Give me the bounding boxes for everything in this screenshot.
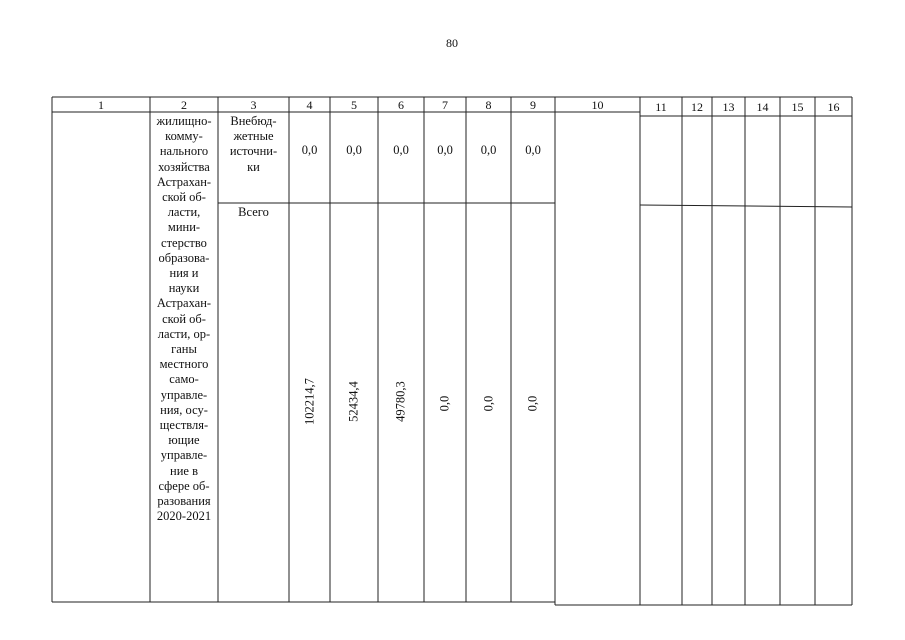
- value-cell-vertical: 102214,7: [302, 378, 316, 425]
- column-header: 1: [98, 98, 104, 112]
- page-number: 80: [446, 36, 458, 50]
- value-cell-vertical: 52434,4: [346, 381, 361, 422]
- column-header: 4: [306, 98, 313, 112]
- executor-cell: жилищно- комму- нального хозяйства Астрахан- ской об- ласти, мини- стерство образова- ния и науки Астрахан- ской об- ласти, ор- ганы местного само- управле- ния, осу- ществля- ющие управле- ние в сфере об- разования 2020-2021: [156, 114, 212, 524]
- column-header: 16: [827, 100, 840, 114]
- value-cell-vertical: 0,0: [481, 395, 495, 412]
- value-cell-vertical: 0,0: [437, 395, 452, 412]
- value-cell: 0,0: [480, 143, 497, 157]
- value-cell: 0,0: [525, 143, 541, 157]
- source-extrabudgetary: Внебюд- жетные источни- ки: [229, 114, 278, 174]
- column-header: 8: [485, 98, 492, 112]
- value-cell: 0,0: [393, 143, 409, 157]
- column-header: 3: [250, 98, 257, 112]
- column-header: 6: [398, 98, 404, 112]
- value-cell-vertical: 49780,3: [393, 381, 408, 422]
- value-cell: 0,0: [437, 143, 453, 157]
- value-cell-vertical: 0,0: [525, 395, 540, 412]
- column-header: 13: [722, 100, 735, 114]
- column-header: 10: [591, 98, 604, 112]
- column-header: 12: [691, 100, 703, 114]
- column-header: 15: [791, 100, 804, 114]
- column-header: 9: [530, 98, 536, 112]
- column-header: 7: [442, 98, 448, 112]
- value-cell: 0,0: [301, 143, 318, 157]
- column-header: 11: [655, 100, 667, 114]
- column-header: 5: [351, 98, 357, 112]
- value-cell: 0,0: [346, 143, 362, 157]
- column-header: 14: [756, 100, 769, 114]
- source-total: Всего: [238, 205, 269, 219]
- column-header: 2: [181, 98, 187, 112]
